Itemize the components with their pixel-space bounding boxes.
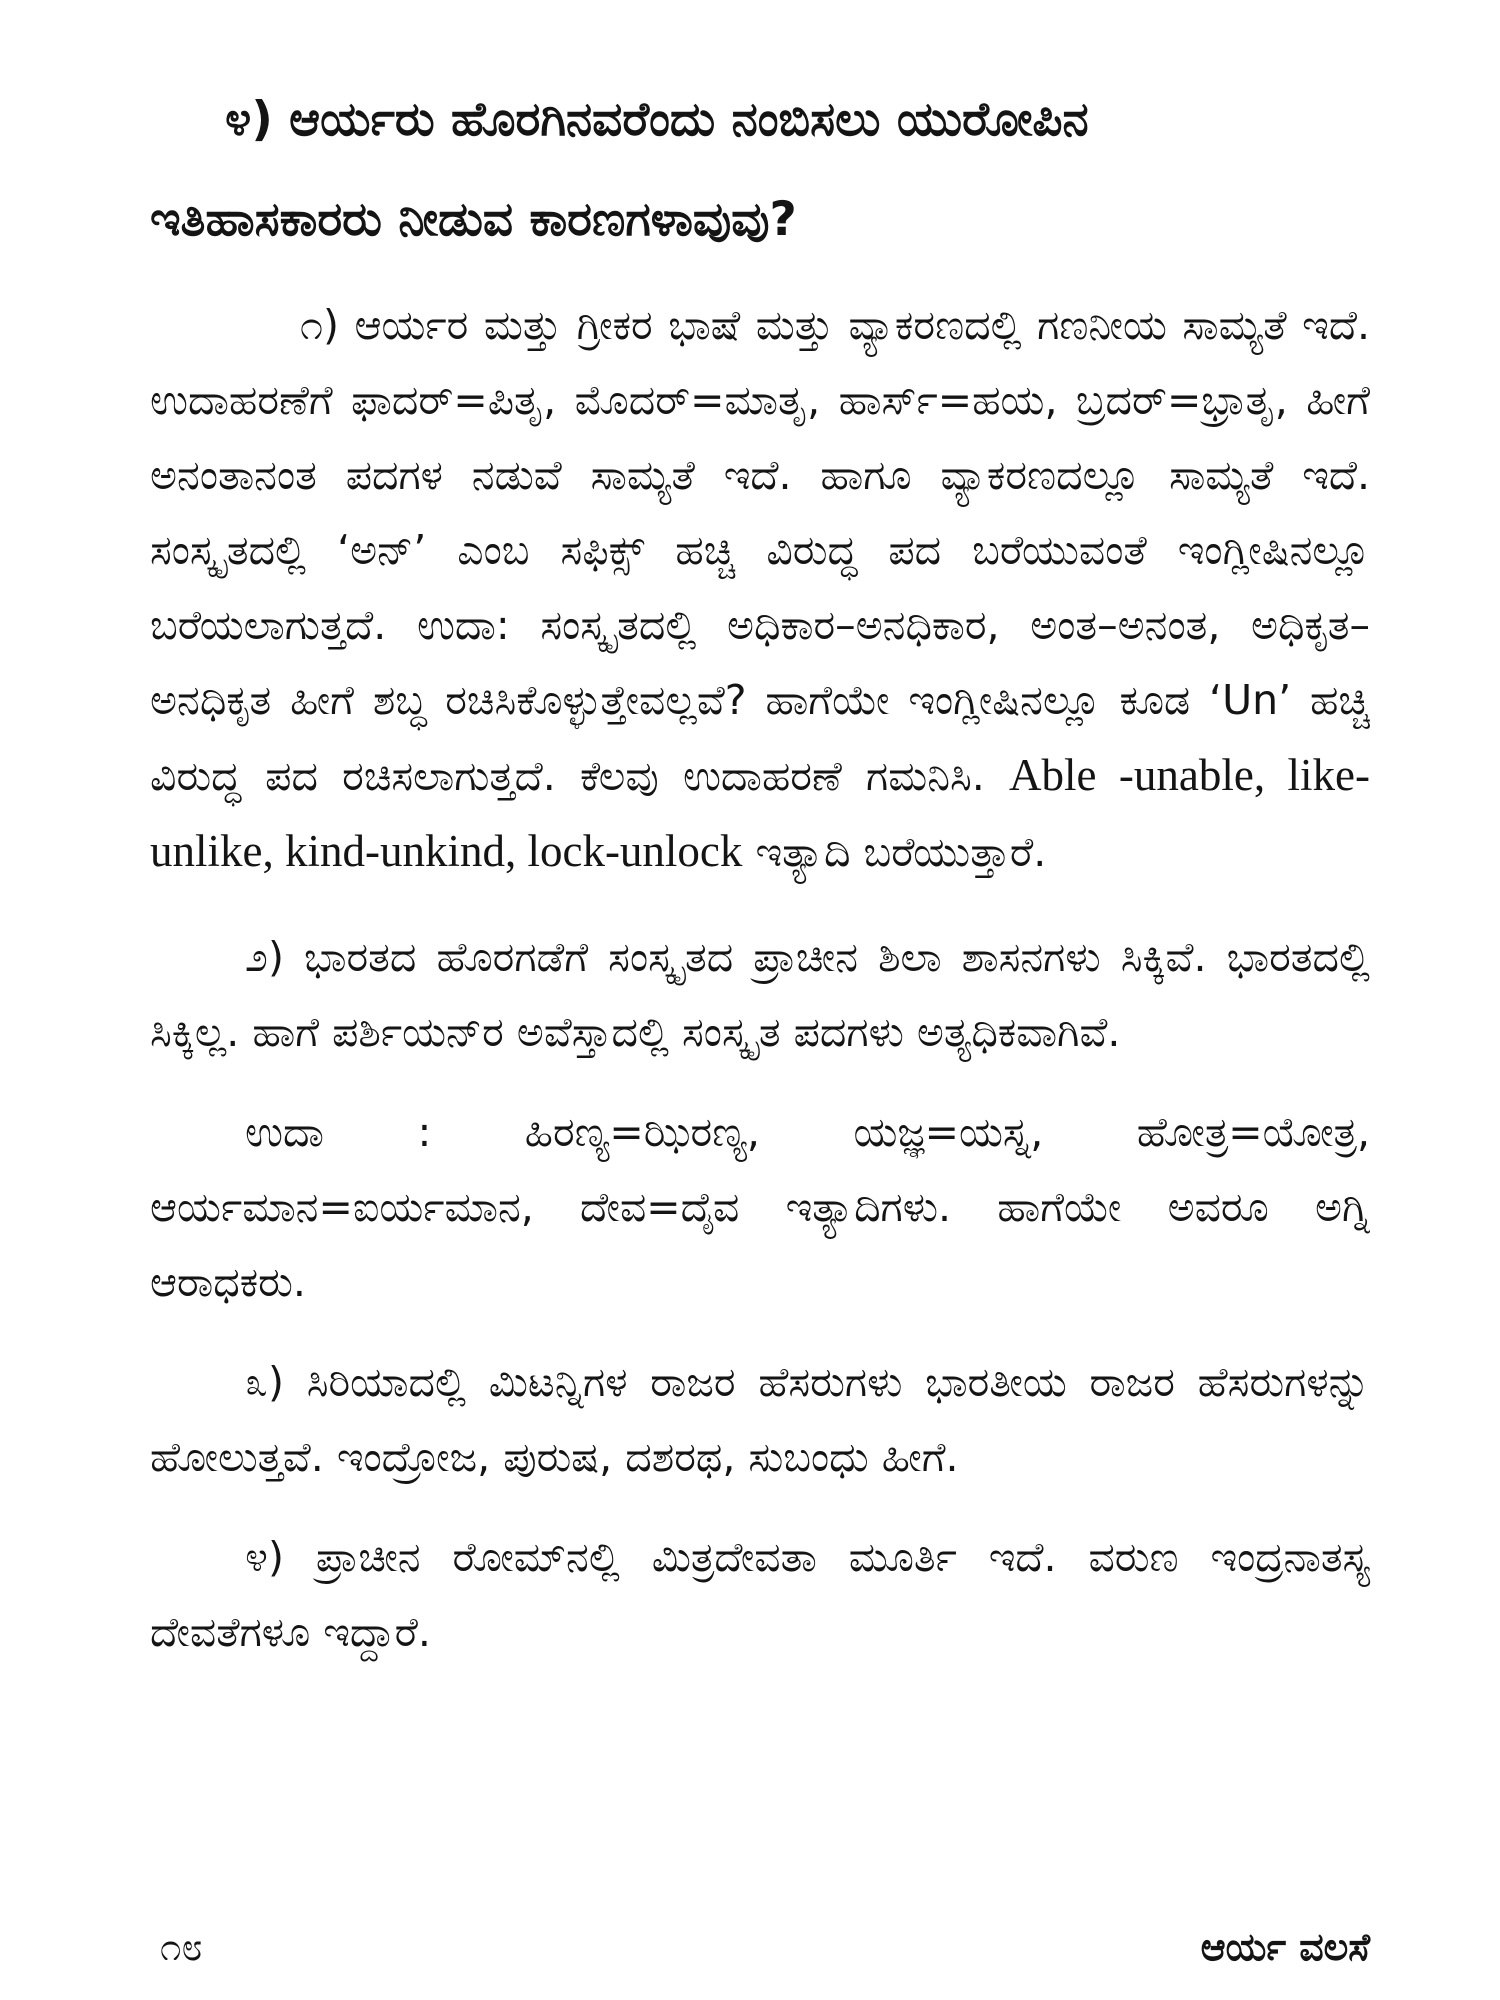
book-title: ಆರ್ಯ ವಲಸೆ	[1200, 1925, 1370, 1969]
question-line-1: ೪) ಆರ್ಯರು ಹೊರಗಿನವರೆಂದು ನಂಬಿಸಲು ಯುರೋಪಿನ	[225, 92, 1089, 147]
answer-paragraph-3: ೩) ಸಿರಿಯಾದಲ್ಲಿ ಮಿಟನ್ನಿಗಳ ರಾಜರ ಹೆಸರುಗಳು ಭಾರತೀಯ ರಾಜರ ಹೆಸರುಗಳನ್ನು ಹೋಲುತ್ತವೆ. ಇಂದ್ರೋಜ, ಪುರುಷ, ದಶರಥ, ಸುಬಂಧು ಹೀಗೆ.	[150, 1358, 1370, 1481]
page-body	[150, 70, 1370, 1670]
answer-paragraph-4: ೪) ಪ್ರಾಚೀನ ರೋಮ್‌ನಲ್ಲಿ ಮಿತ್ರದೇವತಾ ಮೂರ್ತಿ ಇದೆ. ವರುಣ ಇಂದ್ರನಾತಸ್ಯ ದೇವತೆಗಳೂ ಇದ್ದಾರೆ.	[150, 1533, 1370, 1656]
answer-1-english-examples: Able -unable, like-unlike, kind-unkind, lock-unlock	[150, 750, 1370, 876]
page-number: ೧೮	[160, 1925, 203, 1969]
question-line-2: ಇತಿಹಾಸಕಾರರು ನೀಡುವ ಕಾರಣಗಳಾವುವು?	[150, 192, 797, 247]
answer-1-tail: ಇತ್ಯಾದಿ ಬರೆಯುತ್ತಾರೆ.	[755, 828, 1047, 876]
answer-paragraph-2: ೨) ಭಾರತದ ಹೊರಗಡೆಗೆ ಸಂಸ್ಕೃತದ ಪ್ರಾಚೀನ ಶಿಲಾ ಶಾಸನಗಳು ಸಿಕ್ಕಿವೆ. ಭಾರತದಲ್ಲಿ ಸಿಕ್ಕಿಲ್ಲ. ಹಾಗೆ ಪರ್ಶಿಯನ್‌ರ ಅವೆಸ್ತಾದಲ್ಲಿ ಸಂಸ್ಕೃತ ಪದಗಳು ಅತ್ಯಧಿಕವಾಗಿವೆ.	[150, 933, 1370, 1056]
page-footer	[160, 1925, 1370, 1970]
answer-paragraph-1	[150, 288, 1370, 890]
example-paragraph: ಉದಾ : ಹಿರಣ್ಯ=ಝಿರಣ್ಯ, ಯಜ್ಞ=ಯಸ್ನ, ಹೋತ್ರ=ಯೋತ್ರ, ಆರ್ಯಮಾನ=ಐರ್ಯಮಾನ, ದೇವ=ದೈವ ಇತ್ಯಾದಿಗಳು. ಹಾಗೆಯೇ ಅವರೂ ಅಗ್ನಿ ಆರಾಧಕರು.	[150, 1108, 1370, 1306]
question-heading	[150, 70, 1370, 270]
answer-1-kannada-text: ೧) ಆರ್ಯರ ಮತ್ತು ಗ್ರೀಕರ ಭಾಷೆ ಮತ್ತು ವ್ಯಾಕರಣದಲ್ಲಿ ಗಣನೀಯ ಸಾಮ್ಯತೆ ಇದೆ. ಉದಾಹರಣೆಗೆ ಫಾದರ್=ಪಿತೃ, ಮೊದರ್=ಮಾತೃ, ಹಾರ್ಸ್=ಹಯ, ಬ್ರದರ್=ಭ್ರಾತೃ, ಹೀಗೆ ಅನಂತಾನಂತ ಪದಗಳ ನಡುವೆ ಸಾಮ್ಯತೆ ಇದೆ. ಹಾಗೂ ವ್ಯಾಕರಣದಲ್ಲೂ ಸಾಮ್ಯತೆ ಇದೆ. ಸಂಸ್ಕೃತದಲ್ಲಿ ‘ಅನ್’ ಎಂಬ ಸಫಿಕ್ಸ್ ಹಚ್ಚಿ ವಿರುದ್ಧ ಪದ ಬರೆಯುವಂತೆ ಇಂಗ್ಲೀಷಿನಲ್ಲೂ ಬರೆಯಲಾಗುತ್ತದೆ. ಉದಾ: ಸಂಸ್ಕೃತದಲ್ಲಿ ಅಧಿಕಾರ–ಅನಧಿಕಾರ, ಅಂತ–ಅನಂತ, ಅಧಿಕೃತ–ಅನಧಿಕೃತ ಹೀಗೆ ಶಬ್ಧ ರಚಿಸಿಕೊಳ್ಳುತ್ತೇವಲ್ಲವೆ? ಹಾಗೆಯೇ ಇಂಗ್ಲೀಷಿನಲ್ಲೂ ಕೂಡ ‘Un’ ಹಚ್ಚಿ ವಿರುದ್ಧ ಪದ ರಚಿಸಲಾಗುತ್ತದೆ. ಕೆಲವು ಉದಾಹರಣೆ ಗಮನಿಸಿ.	[150, 301, 1370, 800]
